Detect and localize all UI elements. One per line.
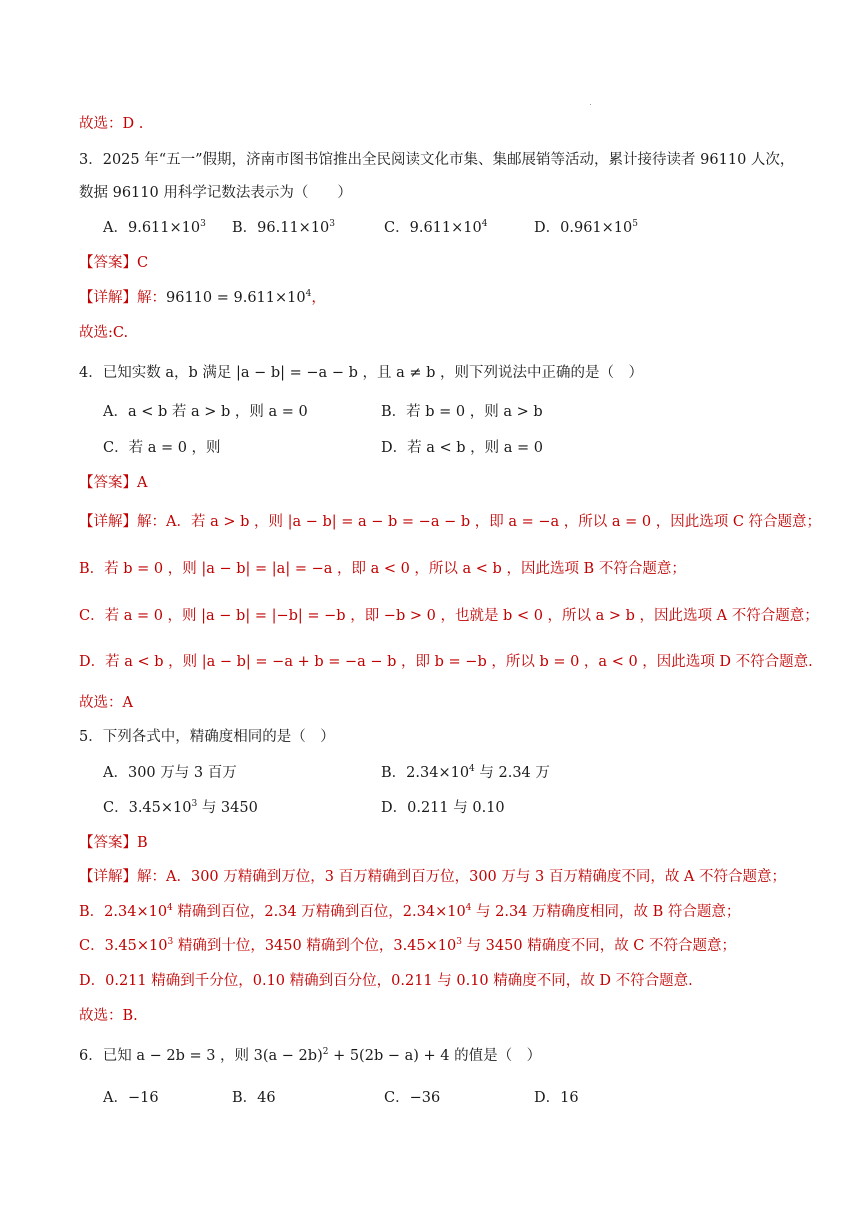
option-exponent: 4 bbox=[469, 764, 475, 774]
option-text: 与 2.34 万 bbox=[474, 765, 550, 781]
option-base: 9.611×10 bbox=[127, 220, 201, 236]
q2-conclusion: 故选：D . bbox=[79, 116, 144, 132]
detail-suffix: ， bbox=[311, 290, 326, 306]
q4-option-c: C．若 a = 0 ，则 bbox=[103, 440, 221, 456]
option-base: 0.961×10 bbox=[560, 220, 633, 236]
detail-formula: 96110 = 9.611×10 bbox=[166, 290, 306, 306]
q6-option-a: A．−16 bbox=[103, 1090, 159, 1106]
option-exponent: 5 bbox=[632, 219, 638, 229]
q5-option-a: A．300 万与 3 百万 bbox=[103, 765, 237, 781]
option-letter: B． bbox=[232, 220, 258, 236]
q4-detail-b: B．若 b = 0 ，则 |a − b| = |a| = −a ，即 a < 0 ，所以 a < b ，因此选项 B 不符合题意； bbox=[79, 561, 686, 577]
q5-option-c bbox=[103, 798, 258, 818]
option-exponent: 4 bbox=[481, 219, 488, 229]
option-letter: A． bbox=[103, 220, 128, 236]
q3-option-b bbox=[232, 218, 335, 238]
detail-prefix: 【详解】解： bbox=[79, 290, 166, 306]
option-letter: D． bbox=[534, 220, 561, 236]
q4-conclusion: 故选：A bbox=[79, 695, 133, 711]
detail-exponent: 4 bbox=[465, 903, 472, 913]
detail-exponent: 3 bbox=[456, 937, 462, 947]
detail-text: 精确到十位，3450 精确到个位，3.45×10 bbox=[173, 938, 457, 954]
q3-detail bbox=[79, 288, 326, 308]
q4-detail-c: C．若 a = 0 ，则 |a − b| = |−b| = −b ，即 −b > 0 ，也就是 b < 0 ，所以 a > b ，因此选项 A 不符合题意； bbox=[79, 608, 819, 624]
q6-option-c: C．−36 bbox=[384, 1090, 441, 1106]
option-base: 9.611×10 bbox=[409, 220, 482, 236]
q6-option-d: D．16 bbox=[534, 1090, 579, 1106]
q3-option-a bbox=[103, 218, 206, 238]
q3-answer: 【答案】C bbox=[79, 255, 149, 271]
q3-conclusion: 故选:C. bbox=[79, 325, 129, 341]
stem-text: 6．已知 a − 2b = 3 ，则 3(a − 2b) bbox=[79, 1048, 323, 1064]
q5-conclusion: 故选：B. bbox=[79, 1008, 138, 1024]
detail-exponent: 3 bbox=[167, 937, 174, 947]
q4-option-d: D．若 a < b ，则 a = 0 bbox=[381, 440, 543, 456]
q4-answer: 【答案】A bbox=[79, 475, 148, 491]
q5-detail-b bbox=[79, 902, 740, 922]
q3-stem-line1: 3．2025 年“五一”假期，济南市图书馆推出全民阅读文化市集、集邮展销等活动，累计接待读者 96110 人次， bbox=[79, 152, 795, 168]
stray-dot bbox=[590, 104, 591, 105]
detail-text: 与 2.34 万精确度相同，故 B 符合题意； bbox=[471, 904, 741, 920]
detail-exponent: 4 bbox=[167, 903, 173, 913]
q4-stem: 4．已知实数 a，b 满足 |a − b| = −a − b ，且 a ≠ b ，则下列说法中正确的是（ ） bbox=[79, 365, 643, 381]
q6-option-b: B．46 bbox=[232, 1090, 276, 1106]
q3-stem-line2: 数据 96110 用科学记数法表示为（ ） bbox=[79, 185, 352, 201]
option-letter: C． bbox=[384, 220, 410, 236]
q3-option-d bbox=[534, 218, 638, 238]
detail-text: C．3.45×10 bbox=[79, 938, 168, 954]
q5-detail-d: D．0.211 精确到千分位，0.10 精确到百分位，0.211 与 0.10 精确度不同，故 D 不符合题意. bbox=[79, 973, 693, 989]
q4-detail-d: D．若 a < b ，则 |a − b| = −a + b = −a − b ，即 b = −b ，所以 b = 0 ，a < 0 ，因此选项 D 不符合题意. bbox=[79, 654, 813, 670]
stem-text: + 5(2b − a) + 4 的值是（ ） bbox=[328, 1048, 542, 1064]
stem-exponent: 2 bbox=[322, 1047, 329, 1057]
detail-text: 精确到百位，2.34 万精确到百位，2.34×10 bbox=[172, 904, 466, 920]
detail-text: 与 3450 精确度不同，故 C 不符合题意； bbox=[461, 938, 737, 954]
q5-option-b bbox=[381, 763, 550, 783]
q5-detail-c bbox=[79, 936, 736, 956]
q5-stem: 5．下列各式中，精确度相同的是（ ） bbox=[79, 729, 335, 745]
option-text: C．3.45×10 bbox=[103, 800, 192, 816]
detail-text: B．2.34×10 bbox=[79, 904, 168, 920]
q4-detail-a: 【详解】解：A．若 a > b ，则 |a − b| = a − b = −a − b ，即 a = −a ，所以 a = 0 ，因此选项 C 符合题意； bbox=[79, 514, 822, 530]
q4-option-a: A．a < b 若 a > b ，则 a = 0 bbox=[103, 404, 308, 420]
option-exponent: 3 bbox=[191, 799, 198, 809]
q5-answer: 【答案】B bbox=[79, 835, 148, 851]
option-base: 96.11×10 bbox=[257, 220, 330, 236]
q3-option-c bbox=[384, 218, 487, 238]
q5-option-d: D．0.211 与 0.10 bbox=[381, 800, 505, 816]
option-exponent: 3 bbox=[329, 219, 336, 229]
q4-option-b: B．若 b = 0 ，则 a > b bbox=[381, 404, 543, 420]
detail-exponent: 4 bbox=[305, 289, 312, 299]
option-exponent: 3 bbox=[200, 219, 206, 229]
option-text: 与 3450 bbox=[197, 800, 258, 816]
option-text: B．2.34×10 bbox=[381, 765, 470, 781]
q5-detail-a: 【详解】解：A．300 万精确到万位，3 百万精确到百万位，300 万与 3 百万精确度不同，故 A 不符合题意； bbox=[79, 869, 787, 885]
q6-stem bbox=[79, 1046, 541, 1066]
